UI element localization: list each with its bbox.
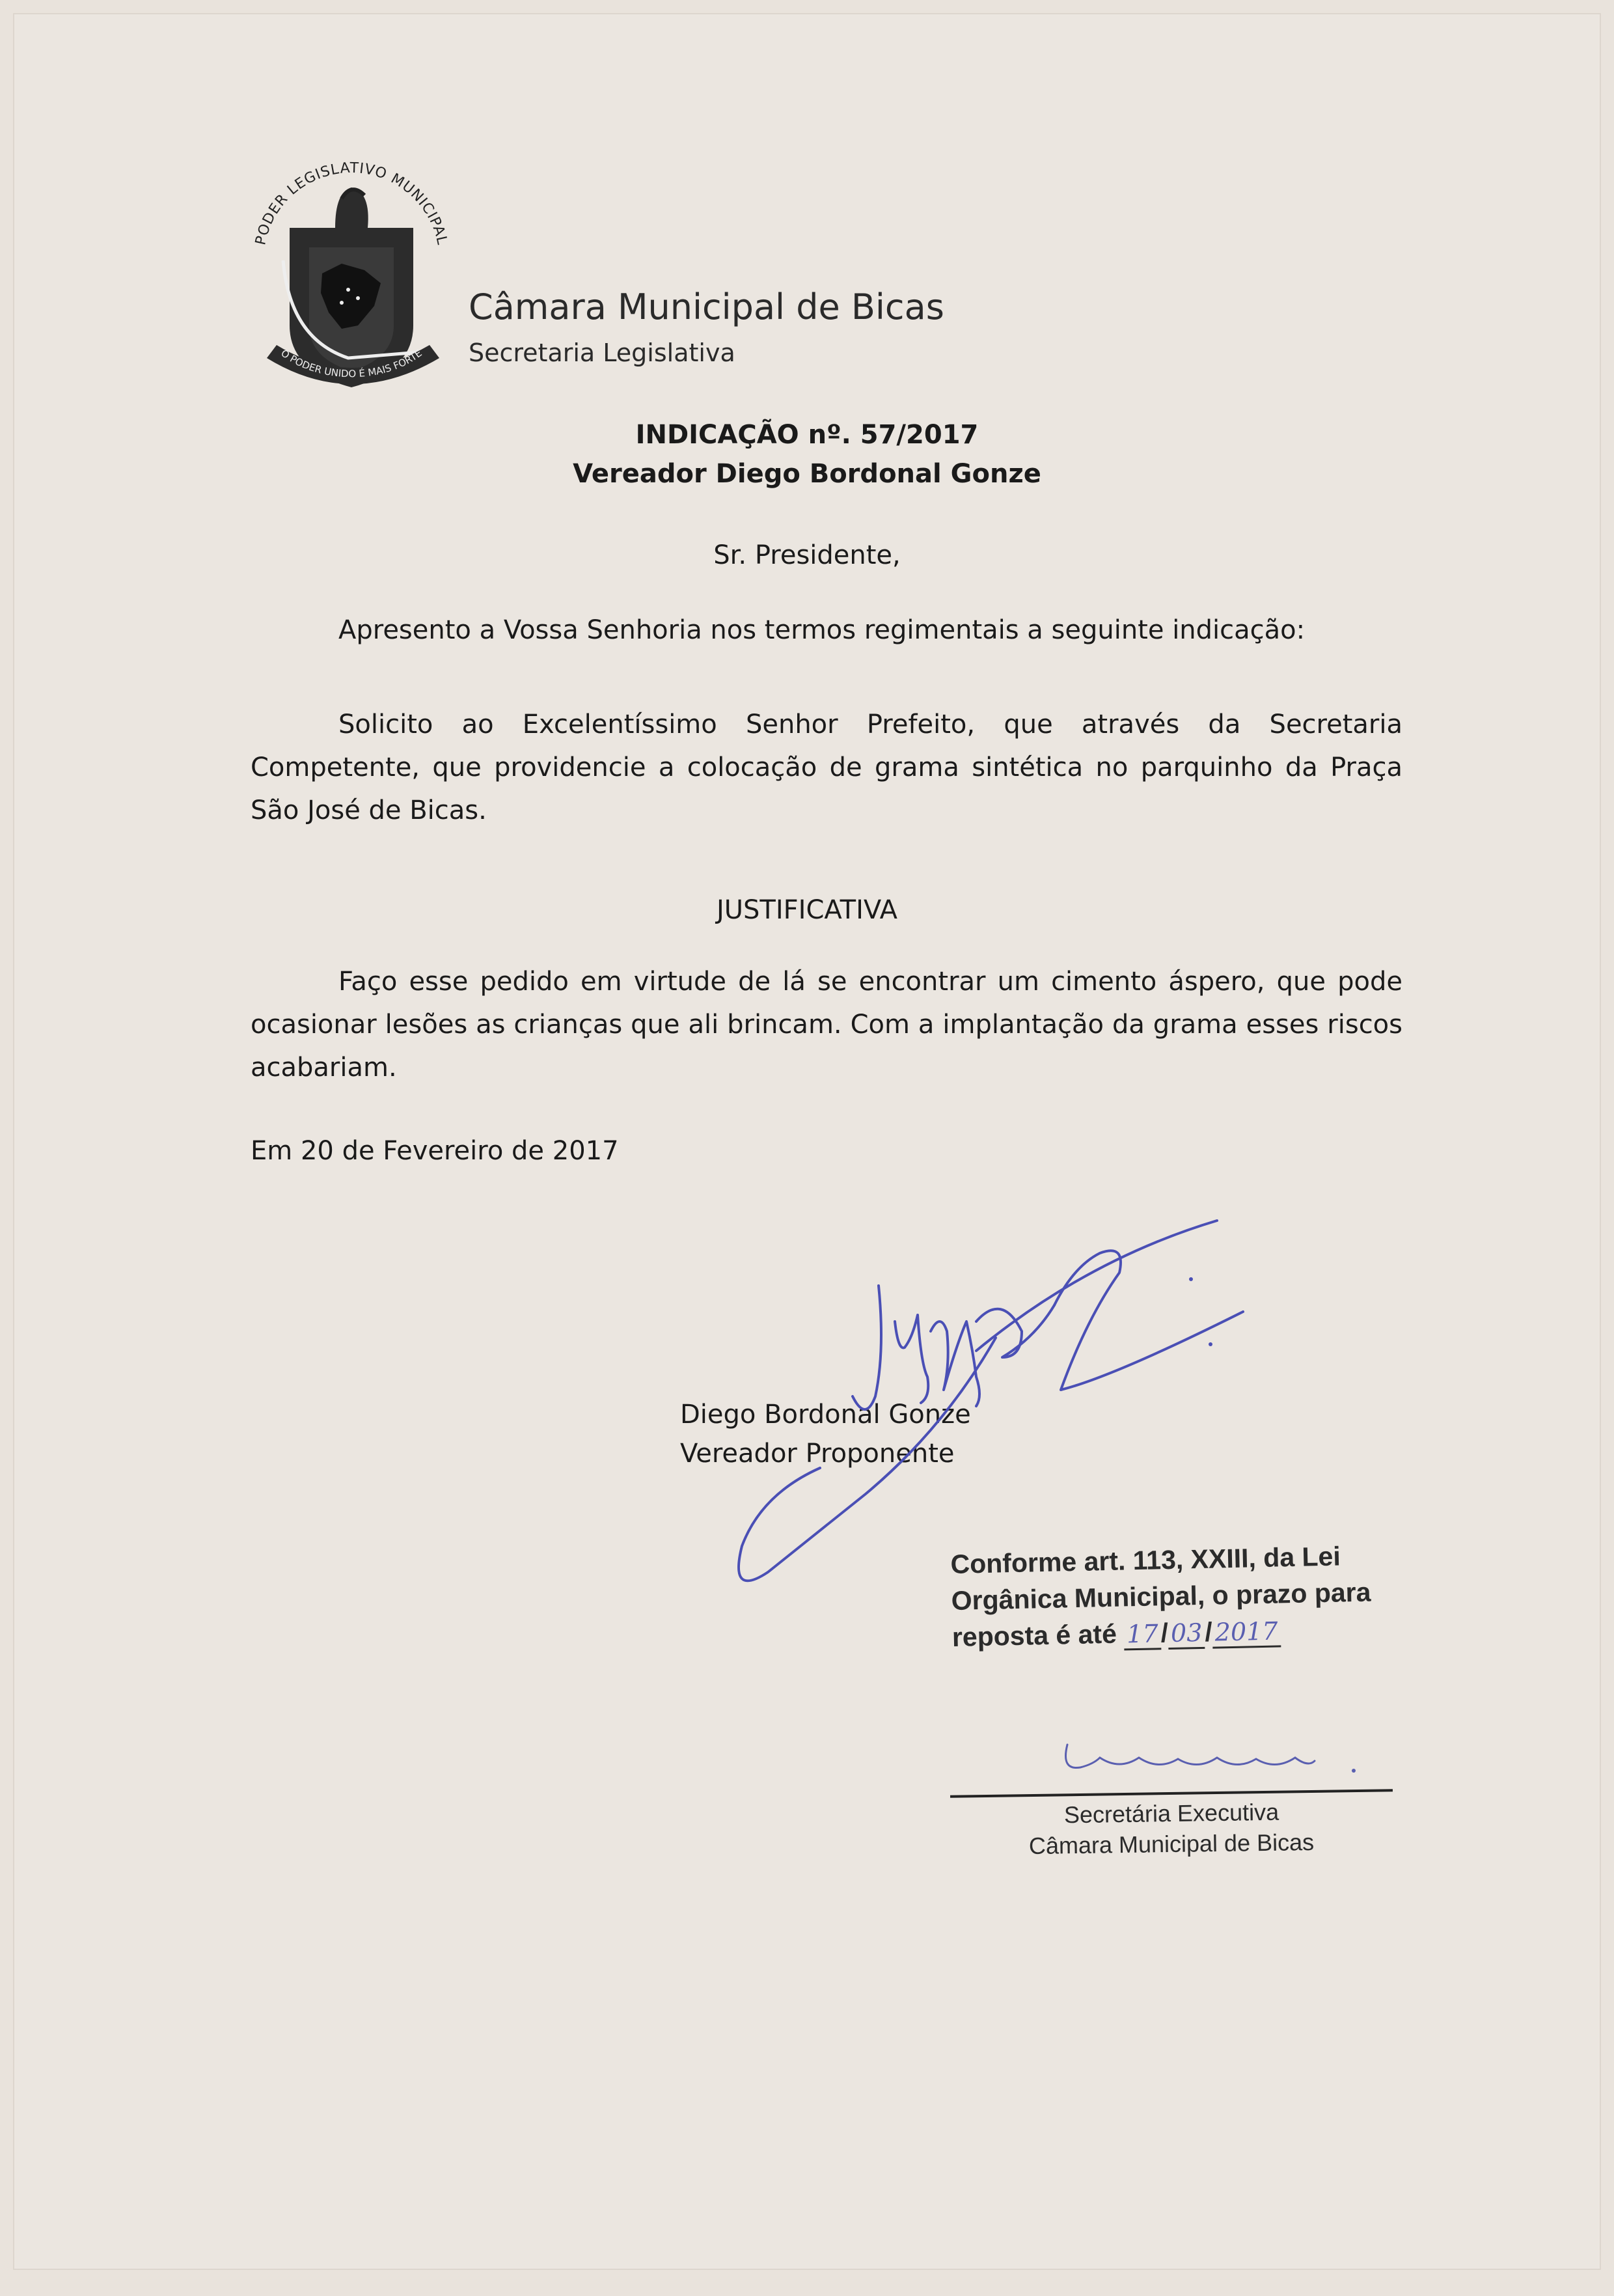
date-separator-2: / — [1204, 1616, 1213, 1647]
signer-role: Vereador Proponente — [680, 1439, 955, 1469]
stamp-line-1: Conforme art. 113, XXIII, da Lei — [950, 1541, 1341, 1579]
secretary-signature-line — [950, 1789, 1393, 1797]
document-date: Em 20 de Fevereiro de 2017 — [251, 1136, 619, 1166]
secretary-signature — [1054, 1732, 1367, 1784]
stamp-line-3-prefix: reposta é até — [951, 1618, 1117, 1652]
department-name: Secretaria Legislativa — [469, 339, 735, 367]
stamp-line-2: Orgânica Municipal, o prazo para — [951, 1577, 1371, 1616]
svg-text:O PODER UNIDO É MAIS FORTE: O PODER UNIDO É MAIS FORTE — [279, 347, 424, 380]
justification-paragraph: Faço esse pedido em virtude de lá se encontrar um cimento áspero, que pode ocasionar lesões as crianças que ali brincam. Com a implantação da grama esses riscos acabariam. — [251, 967, 1402, 1083]
deadline-stamp — [950, 1536, 1408, 1656]
intro-text: Apresento a Vossa Senhoria nos termos regimentais a seguinte indicação: — [338, 615, 1306, 645]
request-paragraph: Solicito ao Excelentíssimo Senhor Prefeito, que através da Secretaria Competente, que providencie a colocação de grama sintética no parquinho da Praça São José de Bicas. — [251, 710, 1402, 825]
deadline-month: 03 — [1168, 1618, 1205, 1650]
indication-author: Vereador Diego Bordonal Gonze — [573, 459, 1041, 489]
document-page — [13, 13, 1601, 2270]
legislative-seal-logo — [244, 130, 459, 404]
deadline-day: 17 — [1124, 1619, 1161, 1650]
secretary-institution: Câmara Municipal de Bicas — [1028, 1828, 1315, 1860]
signer-name: Diego Bordonal Gonze — [680, 1400, 971, 1430]
justification-heading: JUSTIFICATIVA — [716, 895, 898, 925]
greeting: Sr. Presidente, — [713, 540, 901, 570]
deadline-year: 2017 — [1212, 1616, 1281, 1648]
svg-text:PODER LEGISLATIVO MUNICIPAL: PODER LEGISLATIVO MUNICIPAL — [253, 159, 450, 247]
indication-number: INDICAÇÃO nº. 57/2017 — [635, 420, 979, 450]
date-separator-1: / — [1160, 1618, 1169, 1648]
institution-name: Câmara Municipal de Bicas — [469, 286, 944, 327]
secretary-title: Secretária Executiva — [1063, 1798, 1279, 1829]
